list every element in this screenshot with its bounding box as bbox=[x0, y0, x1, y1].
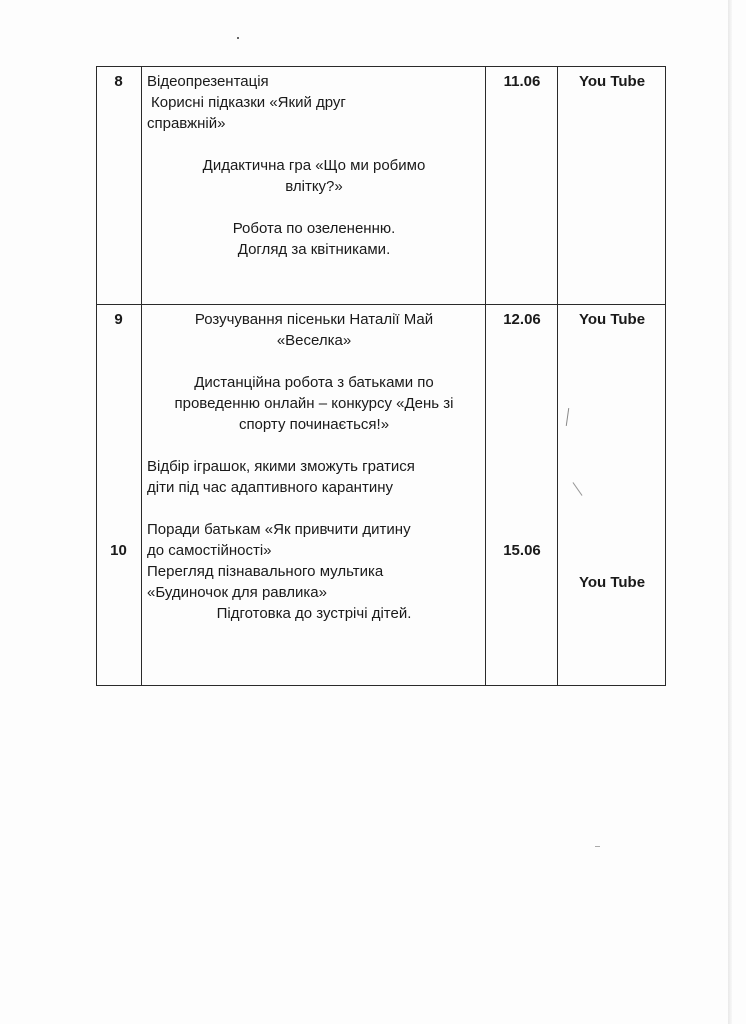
activity-line: «Веселка» bbox=[276, 332, 352, 349]
activity-line: Розучування пісеньки Наталії Май bbox=[194, 311, 434, 328]
activity-cell bbox=[142, 305, 486, 686]
table-row bbox=[97, 67, 666, 305]
activity-line: Поради батькам «Як привчити дитину bbox=[147, 521, 411, 538]
source-value: You Tube bbox=[578, 574, 646, 591]
scan-speck bbox=[237, 37, 239, 39]
blank-line bbox=[147, 134, 481, 155]
row-number: 10 bbox=[110, 542, 127, 559]
date-value: 12.06 bbox=[503, 311, 541, 328]
activity-line: Дистанційна робота з батьками по bbox=[194, 374, 434, 391]
table-row bbox=[97, 305, 666, 686]
activity-line: «Будиночок для равлика» bbox=[147, 584, 327, 601]
activity-line: влітку?» bbox=[285, 178, 343, 195]
blank-line bbox=[147, 435, 481, 456]
activity-line: Відбір іграшок, якими зможуть гратися bbox=[147, 458, 415, 475]
source-value: You Tube bbox=[578, 311, 646, 328]
blank-line bbox=[147, 197, 481, 218]
blank-line bbox=[147, 498, 481, 519]
activity-line: до самостійності» bbox=[147, 542, 272, 559]
activity-line: спорту починається!» bbox=[238, 416, 390, 433]
activity-line: справжній» bbox=[147, 115, 226, 132]
activity-line: Підготовка до зустрічі дітей. bbox=[216, 605, 412, 622]
activity-cell bbox=[142, 67, 486, 305]
source-cell: You Tube bbox=[558, 67, 666, 305]
row-number-cell bbox=[97, 305, 142, 686]
activity-line: Перегляд пізнавального мультика bbox=[147, 563, 384, 580]
activity-line: Дидактична гра «Що ми робимо bbox=[202, 157, 426, 174]
source-cell bbox=[558, 305, 666, 686]
page-edge bbox=[728, 0, 732, 1024]
date-value: 15.06 bbox=[503, 542, 541, 559]
spacer bbox=[491, 330, 553, 540]
activity-line: проведенню онлайн – конкурсу «День зі bbox=[174, 395, 454, 412]
spacer bbox=[102, 330, 135, 540]
activity-line: діти під час адаптивного карантину bbox=[147, 479, 393, 496]
scan-speck bbox=[595, 846, 600, 847]
row-number: 9 bbox=[114, 311, 123, 328]
row-number: 8 bbox=[97, 67, 142, 305]
activity-line: Відеопрезентація bbox=[147, 73, 269, 90]
date-cell: 11.06 bbox=[486, 67, 558, 305]
date-cell bbox=[486, 305, 558, 686]
activity-line: Корисні підказки «Який друг bbox=[151, 94, 346, 111]
blank-line bbox=[147, 351, 481, 372]
spacer bbox=[563, 330, 661, 572]
activity-line: Робота по озелененню. bbox=[232, 220, 396, 237]
schedule-table bbox=[96, 66, 666, 686]
activity-line: Догляд за квітниками. bbox=[237, 241, 391, 258]
